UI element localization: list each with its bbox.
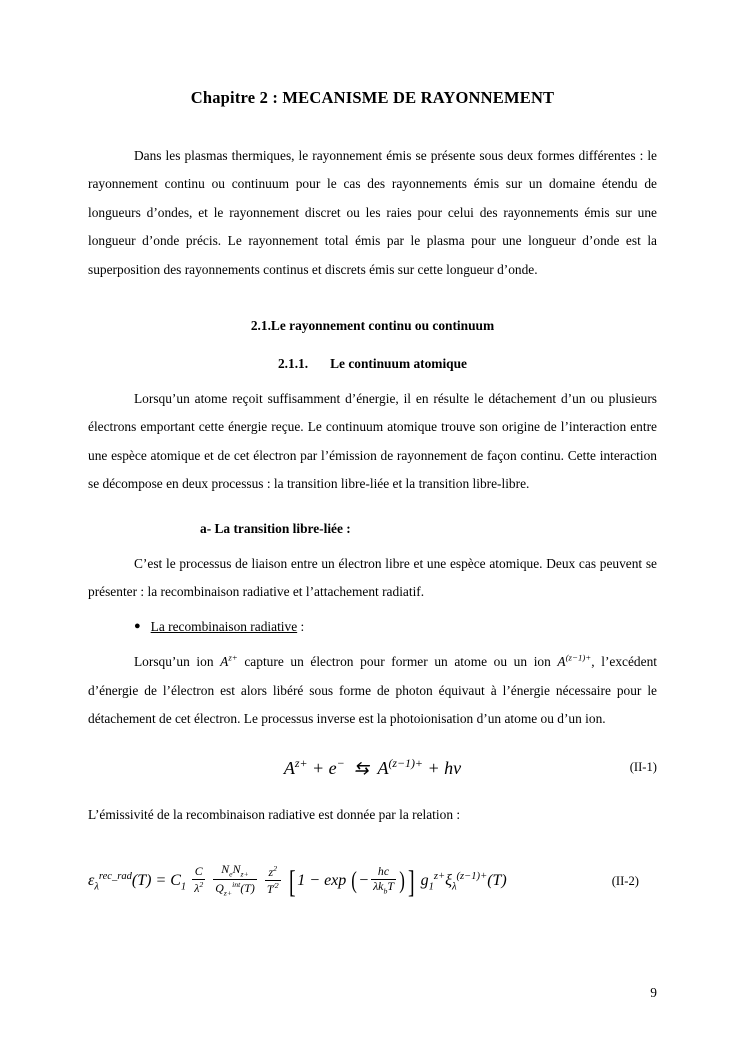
spacer [88, 499, 657, 521]
bullet-content [151, 619, 305, 635]
equation-2-tag: (II-2) [611, 874, 639, 889]
spacer [88, 372, 657, 385]
equation-1-row [88, 756, 657, 779]
bullet-label: La recombinaison radiative [150, 619, 298, 635]
bullet-icon: ● [134, 620, 141, 633]
equation-2: $\varepsilon_\lambda^{rec\_rad}(T) = C_1$ $\frac{C}{\lambda^2}$ $\frac{N_eN_{z+}}{Q_{z+}^{int}(T)}$ $\frac{z^2}{T^{⁄2}}$ [ 1 − exp (− $\frac{hc}{\lambda k_bT}$ ) ] $g_1^{z+}\xi_\lambda^{(z-1)+}(T)$ [88, 862, 507, 900]
equation-1: $A^{z+} + e^-$ ⇆ $A^{(z-1)+} + h\nu$ [283, 755, 462, 778]
bullet-paragraph-part1: Lorsqu’un ion [134, 654, 221, 670]
spacer [88, 537, 657, 550]
page-number: 9 [650, 985, 657, 1000]
page-title: Chapitre 2 : MECANISME DE RAYONNEMENT [190, 88, 555, 107]
bullet-paragraph-part3: , l’excédent d’énergie de l’électron est alors libéré sous forme de photon équivaut à l’énergie nécessaire pour le détachement de cet électron. Le processus inverse est la photoionisation d’un atome ou d’un ion. [88, 654, 657, 727]
subsection-paragraph: Lorsqu’un atome reçoit suffisamment d’énergie, il en résulte le détachement d’un ou plusieurs électrons emportant cette énergie reçue. Le continuum atomique trouve son origine de l’interaction entre une espèce atomique et de cet électron par l’émission de rayonnement de façon continu. Cette interaction se décompose en deux processus : la transition libre-liée et la transition libre-libre. [88, 391, 657, 492]
bullet-suffix: : [300, 619, 305, 635]
equation-2-row [88, 863, 657, 900]
spacer [88, 606, 657, 619]
spacer [88, 829, 657, 863]
emissivity-line: L’émissivité de la recombinaison radiative est donnée par la relation : [88, 806, 461, 822]
equation-1-tag: (II-1) [629, 759, 657, 774]
intro-paragraph: Dans les plasmas thermiques, le rayonnement émis se présente sous deux formes différentes : le rayonnement continu ou continuum pour le cas des rayonnements émis sur un domaine étendu de longueurs d’ondes, et le rayonnement discret ou les raies pour celui des rayonnements émis sur une longueur d’onde précis. Le rayonnement total émis par le plasma pour une longueur d’onde est la superposition des rayonnements continus et discrets émis sur cette longueur d’onde. [88, 148, 657, 277]
spacer [88, 108, 657, 142]
spacer [88, 779, 657, 801]
item-a-title: a- La transition libre-liée : [200, 520, 351, 536]
subsection-title: Le continuum atomique [330, 356, 468, 372]
bullet-paragraph: Lorsqu’un ion $A^{z+}$ capture un électron pour former un atome ou un ion $A^{(z-1)+}$, l’excédent d’énergie de l’électron est alors libéré sous forme de photon équivaut à l’énergie nécessaire pour le détachement de cet électron. Le processus inverse est la photoionisation d’un atome ou d’un ion. [88, 653, 657, 727]
subsection-heading-2-1-1 [88, 356, 657, 372]
section-heading-2-1: 2.1.Le rayonnement continu ou continuum [250, 318, 495, 334]
item-a-paragraph: C’est le processus de liaison entre un électron libre et une espèce atomique. Deux cas peuvent se présenter : la recombinaison radiative et l’attachement radiatif. [88, 555, 657, 600]
spacer [88, 334, 657, 356]
spacer [88, 734, 657, 756]
spacer [88, 284, 657, 318]
spacer [88, 635, 657, 648]
list-item [88, 619, 657, 635]
subsection-number: 2.1.1. [277, 356, 309, 372]
bullet-paragraph-part2: capture un électron pour former un atome ou un ion [244, 654, 558, 670]
